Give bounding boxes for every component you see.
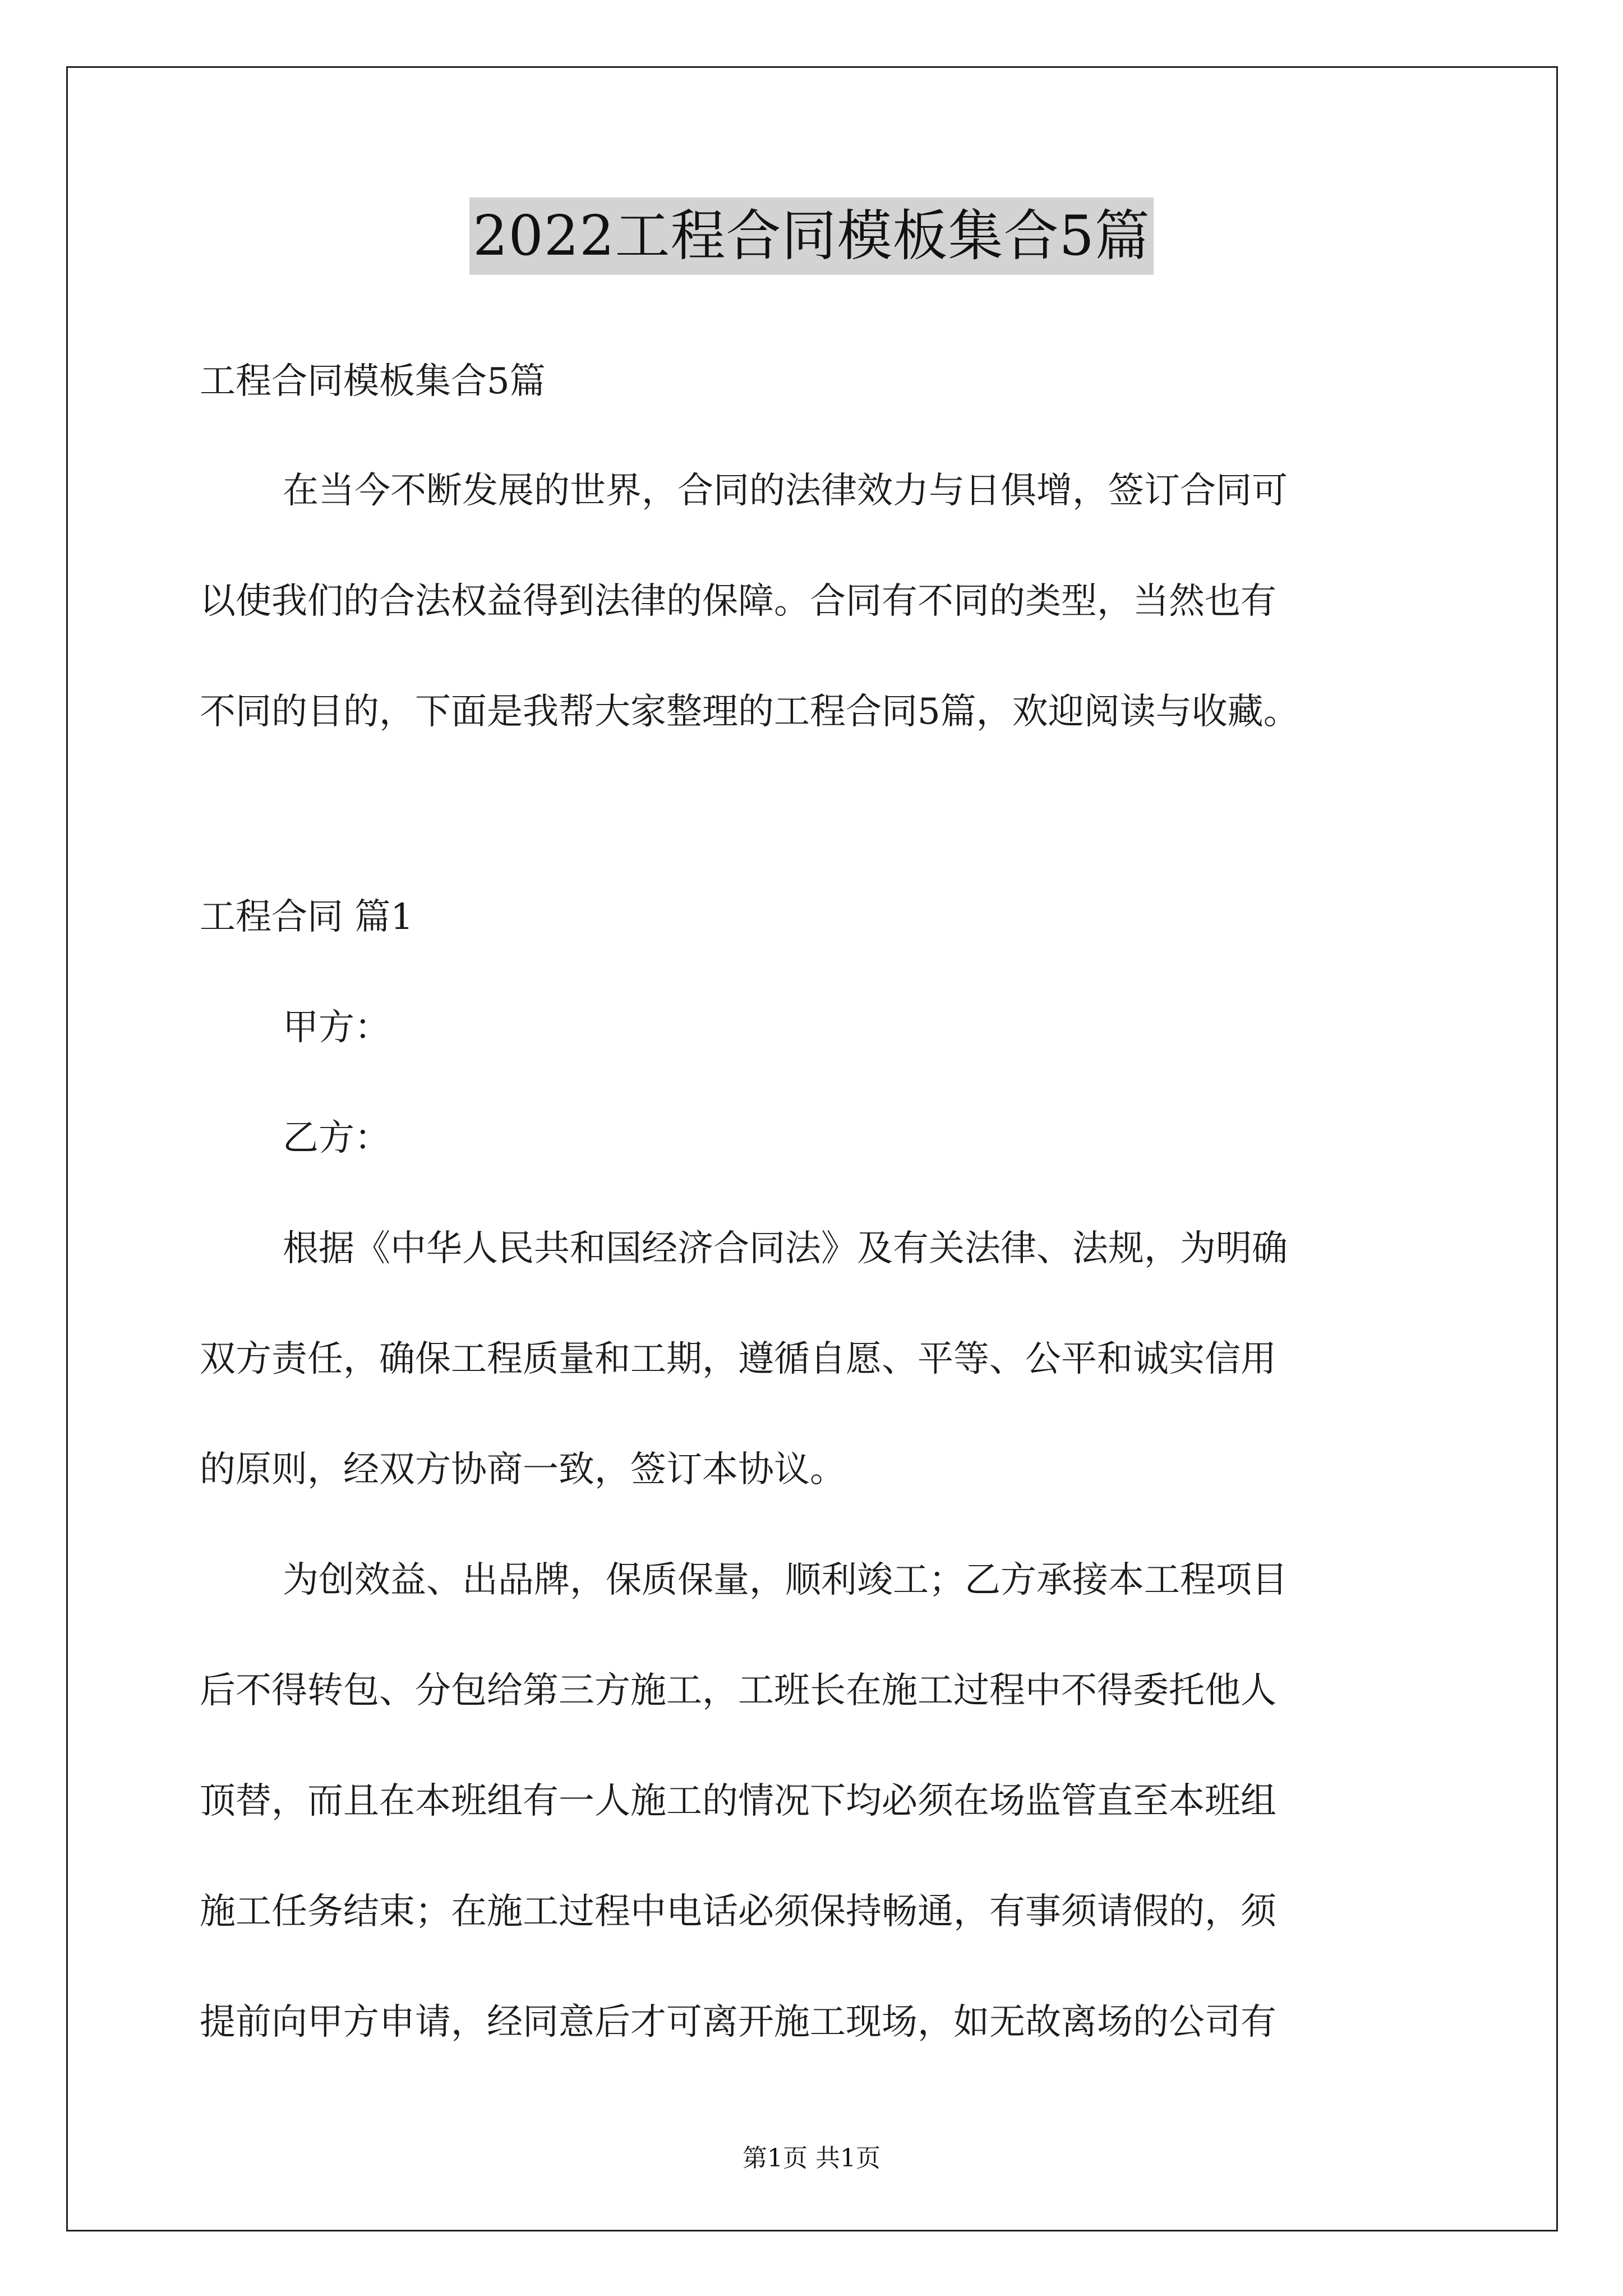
paragraph-line: 双方责任，确保工程质量和工期，遵循自愿、平等、公平和诚实信用 bbox=[200, 1338, 1276, 1380]
intro-line: 在当今不断发展的世界，合同的法律效力与日俱增，签订合同可 bbox=[283, 470, 1288, 512]
document-subtitle: 工程合同模板集合5篇 bbox=[200, 361, 546, 402]
page-footer: 第1页 共1页 bbox=[743, 2144, 880, 2173]
paragraph-line: 提前向甲方申请，经同意后才可离开施工现场，如无故离场的公司有 bbox=[200, 2001, 1276, 2043]
party-b-label: 乙方： bbox=[283, 1117, 390, 1159]
intro-line: 以使我们的合法权益得到法律的保障。合同有不同的类型，当然也有 bbox=[200, 581, 1276, 622]
paragraph-line: 为创效益、出品牌，保质保量，顺利竣工；乙方承接本工程项目 bbox=[283, 1559, 1288, 1601]
paragraph-line: 顶替，而且在本班组有一人施工的情况下均必须在场监管直至本班组 bbox=[200, 1780, 1276, 1822]
party-a-label: 甲方： bbox=[283, 1007, 390, 1048]
title-container bbox=[0, 197, 1623, 275]
paragraph-line: 施工任务结束；在施工过程中电话必须保持畅通，有事须请假的，须 bbox=[200, 1891, 1276, 1932]
section-heading: 工程合同 篇1 bbox=[200, 896, 414, 938]
paragraph-line: 的原则，经双方协商一致，签订本协议。 bbox=[200, 1449, 846, 1490]
intro-line: 不同的目的，下面是我帮大家整理的工程合同5篇，欢迎阅读与收藏。 bbox=[200, 691, 1299, 733]
paragraph-line: 根据《中华人民共和国经济合同法》及有关法律、法规，为明确 bbox=[283, 1228, 1288, 1269]
document-title: 2022工程合同模板集合5篇 bbox=[469, 197, 1154, 275]
paragraph-line: 后不得转包、分包给第三方施工，工班长在施工过程中不得委托他人 bbox=[200, 1670, 1276, 1711]
